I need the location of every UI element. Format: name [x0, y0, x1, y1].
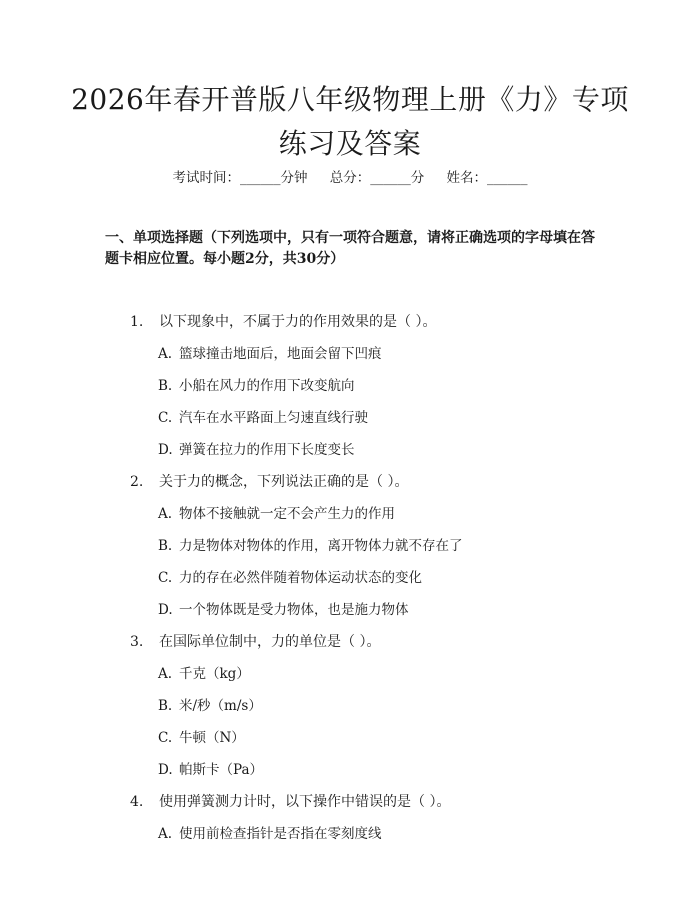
option-letter: B. [158, 378, 173, 394]
option-letter: A. [158, 666, 173, 682]
option-letter: D. [158, 762, 173, 778]
option-letter: B. [158, 698, 173, 714]
section-heading: 一、单项选择题（下列选项中，只有一项符合题意，请将正确选项的字母填在答题卡相应位置。每小题2分，共30分） [105, 230, 595, 267]
question-1-option-c [158, 408, 368, 428]
option-text: 帕斯卡（Pa） [179, 762, 264, 778]
option-letter: C. [158, 730, 173, 746]
question-2-option-c [158, 568, 422, 588]
question-text: 以下现象中，不属于力的作用效果的是（ ）。 [159, 314, 437, 330]
option-text: 千克（kg） [179, 666, 250, 682]
option-letter: C. [158, 410, 173, 426]
option-text: 米/秒（m/s） [179, 698, 262, 714]
question-number: 4. [130, 794, 144, 810]
question-number: 1. [130, 314, 144, 330]
option-text: 一个物体既是受力物体，也是施力物体 [179, 602, 409, 618]
question-1 [130, 312, 436, 332]
option-text: 篮球撞击地面后，地面会留下凹痕 [179, 346, 382, 362]
option-text: 小船在风力的作用下改变航向 [179, 378, 355, 394]
question-4-option-a [158, 824, 382, 844]
option-text: 物体不接触就一定不会产生力的作用 [179, 506, 395, 522]
total-score-field: 总分：______分 [329, 170, 425, 186]
option-text: 汽车在水平路面上匀速直线行驶 [179, 410, 368, 426]
question-1-option-b [158, 376, 355, 396]
question-1-option-a [158, 344, 382, 364]
option-letter: D. [158, 602, 173, 618]
option-letter: C. [158, 570, 173, 586]
question-3-option-b [158, 696, 262, 716]
option-text: 牛顿（N） [179, 730, 245, 746]
page-title: 2026年春开普版八年级物理上册《力》专项练习及答案 [71, 83, 629, 160]
question-3 [130, 632, 380, 652]
option-letter: B. [158, 538, 173, 554]
question-2-option-b [158, 536, 463, 556]
option-letter: A. [158, 346, 173, 362]
option-text: 使用前检查指针是否指在零刻度线 [179, 826, 382, 842]
question-text: 使用弹簧测力计时，以下操作中错误的是（ ）。 [159, 794, 451, 810]
option-text: 力是物体对物体的作用，离开物体力就不存在了 [179, 538, 463, 554]
student-name-field: 姓名：______ [446, 170, 528, 186]
exam-time-field: 考试时间：______分钟 [172, 170, 308, 186]
option-text: 力的存在必然伴随着物体运动状态的变化 [179, 570, 422, 586]
question-text: 在国际单位制中，力的单位是（ ）。 [159, 634, 381, 650]
question-4 [130, 792, 450, 812]
question-2 [130, 472, 408, 492]
question-2-option-a [158, 504, 395, 524]
question-1-option-d [158, 440, 355, 460]
option-letter: D. [158, 442, 173, 458]
question-text: 关于力的概念，下列说法正确的是（ ）。 [159, 474, 409, 490]
question-number: 2. [130, 474, 144, 490]
option-letter: A. [158, 826, 173, 842]
question-2-option-d [158, 600, 409, 620]
question-3-option-c [158, 728, 245, 748]
question-3-option-a [158, 664, 250, 684]
option-text: 弹簧在拉力的作用下长度变长 [179, 442, 355, 458]
option-letter: A. [158, 506, 173, 522]
question-number: 3. [130, 634, 144, 650]
exam-info-line [0, 168, 700, 188]
question-3-option-d [158, 760, 263, 780]
